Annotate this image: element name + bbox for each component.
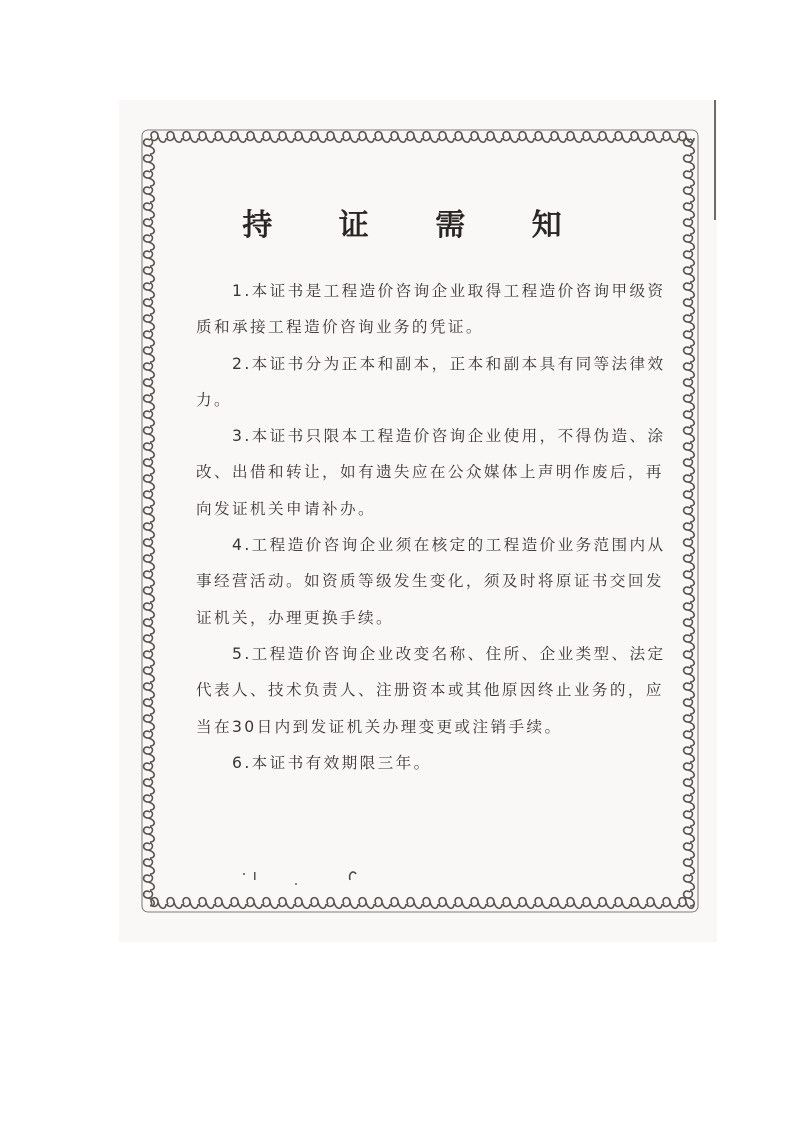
scan-specks xyxy=(238,866,368,890)
notice-item-3: 3.本证书只限本工程造价咨询企业使用，不得伪造、涂改、出借和转让，如有遗失应在公众媒体上声明作废后，再向发证机关申请补办。 xyxy=(196,427,666,518)
border-top xyxy=(151,132,694,143)
notice-item-5: 5.工程造价咨询企业改变名称、住所、企业类型、法定代表人、技术负责人、注册资本或其他原因终止业务的，应当在30日内到发证机关办理变更或注销手续。 xyxy=(196,644,666,736)
notice-body xyxy=(196,273,666,781)
page-title: 持 证 需 知 xyxy=(242,208,590,243)
notice-item-6: 6.本证书有效期限三年。 xyxy=(232,753,432,772)
notice-item-1: 1.本证书是工程造价咨询企业取得工程造价咨询甲级资质和承接工程造价咨询业务的凭证。 xyxy=(196,282,666,337)
border-bottom xyxy=(151,898,694,909)
notice-item-4: 4.工程造价咨询企业须在核定的工程造价业务范围内从事经营活动。如资质等级发生变化，须及时将原证书交回发证机关，办理更换手续。 xyxy=(196,536,666,627)
notice-item-2: 2.本证书分为正本和副本，正本和副本具有同等法律效力。 xyxy=(196,354,666,409)
border-right xyxy=(684,139,695,906)
border-left xyxy=(144,139,155,906)
